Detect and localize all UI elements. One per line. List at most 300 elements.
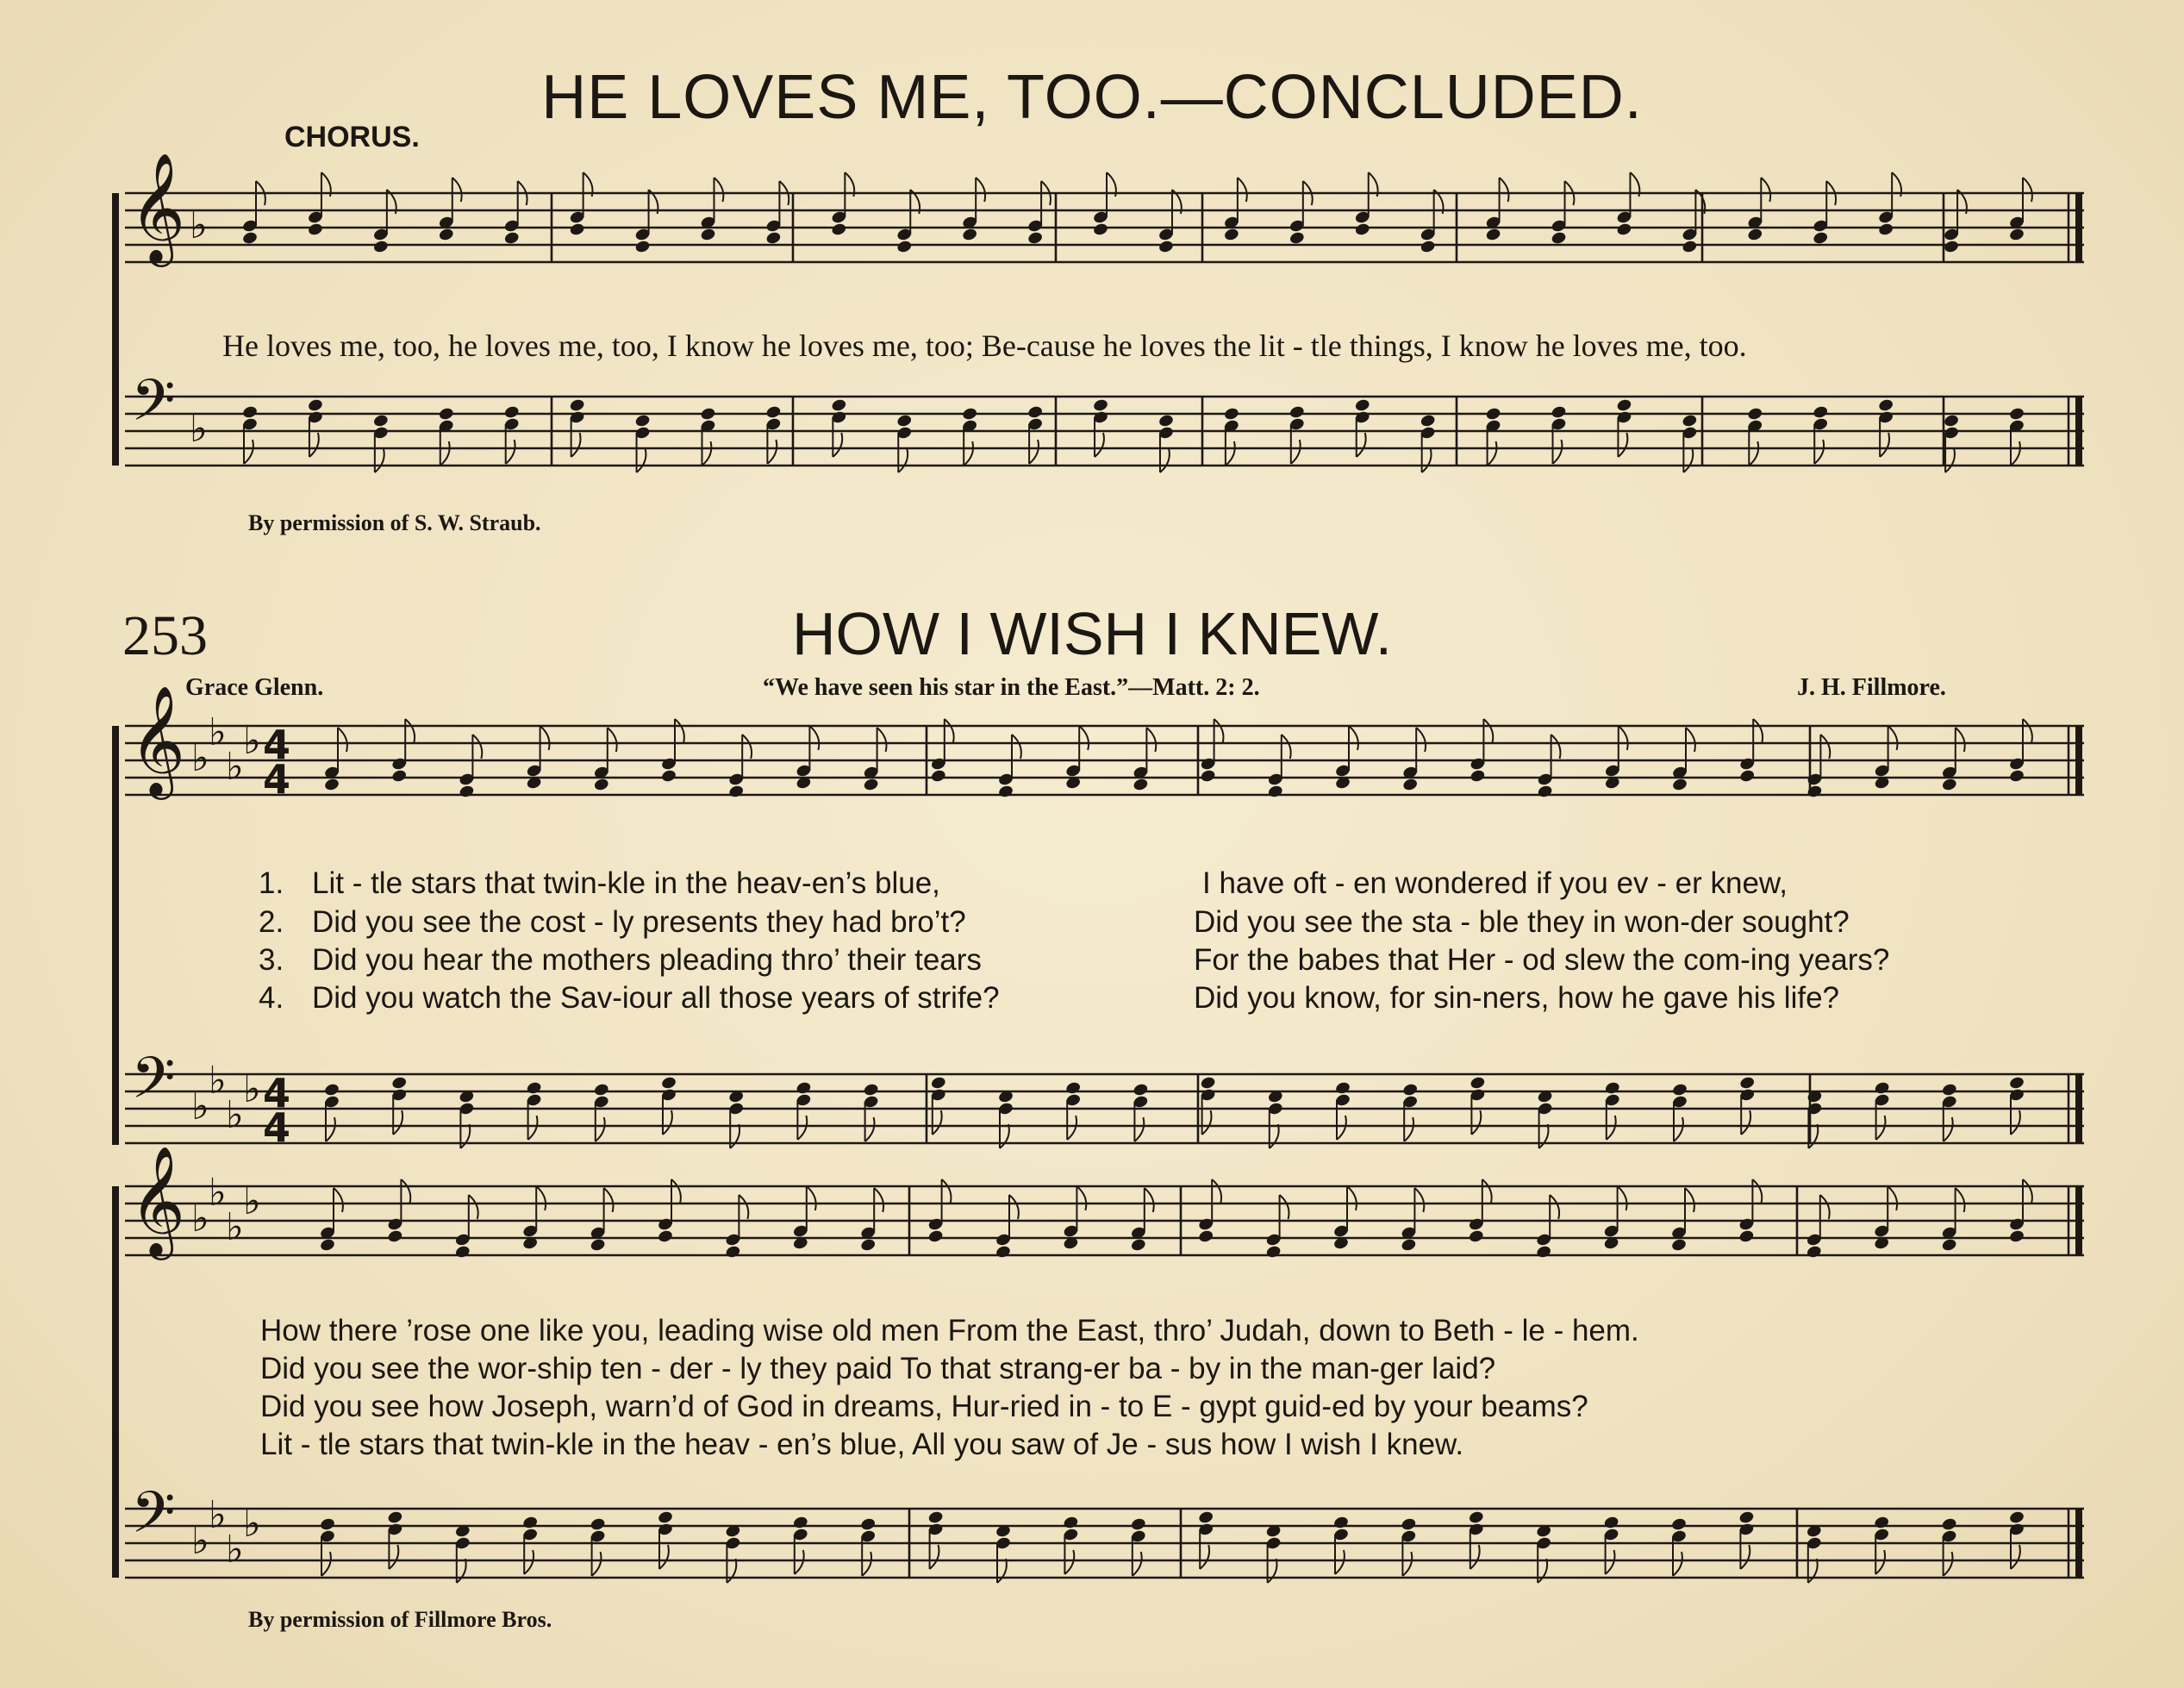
note xyxy=(1551,405,1567,420)
note-flag xyxy=(1357,433,1366,457)
note-flag xyxy=(1674,1117,1683,1141)
note-flag xyxy=(2023,719,2032,743)
note xyxy=(1401,1517,1417,1532)
verse-2-line-2: Did you see the wor-ship ten - der - ly they paid To that strang-er ba - by in the man-ger laid? xyxy=(260,1352,1496,1385)
note-flag xyxy=(1880,433,1889,457)
note-flag xyxy=(865,1117,875,1141)
final-barline xyxy=(2075,1509,2082,1578)
note-flag xyxy=(663,1110,672,1135)
note-flag xyxy=(1029,440,1039,464)
note xyxy=(1420,414,1436,428)
note-flag xyxy=(1226,441,1235,466)
final-barline xyxy=(2075,1074,2082,1143)
note xyxy=(1747,228,1763,242)
note xyxy=(1158,414,1174,428)
note xyxy=(1944,414,1960,428)
note-flag xyxy=(2011,1110,2020,1135)
verse-4-line-b: Did you know, for sin-ners, how he gave his life? xyxy=(1194,981,1839,1015)
note xyxy=(1670,1238,1687,1253)
note xyxy=(1200,1076,1216,1091)
note xyxy=(765,231,782,246)
note-flag xyxy=(1009,1195,1019,1219)
note-flag xyxy=(1956,1188,1965,1212)
note xyxy=(1092,398,1108,413)
note-flag xyxy=(460,1124,470,1148)
note-flag xyxy=(1618,1186,1627,1210)
verse-4-line-a: Did you watch the Sav-iour all those years of strife? xyxy=(312,981,1000,1015)
note xyxy=(391,1076,408,1091)
verse-2-line-a: Did you see the cost - ly presents they had bro’t? xyxy=(312,905,966,939)
lyricist-credit: Grace Glenn. xyxy=(185,674,324,701)
note xyxy=(1354,398,1370,413)
note xyxy=(241,231,258,246)
note-flag xyxy=(1808,1559,1818,1583)
verse-2-line-b: Did you see the sta - ble they in won-der sought? xyxy=(1194,905,1850,939)
note-flag xyxy=(1347,1186,1357,1210)
note-flag xyxy=(1076,1186,1086,1210)
final-barline xyxy=(2075,726,2082,795)
note xyxy=(860,1517,877,1532)
note xyxy=(503,231,520,246)
note-flag xyxy=(942,1179,952,1203)
note-flag xyxy=(1749,441,1758,466)
note xyxy=(1027,231,1044,246)
note xyxy=(1420,240,1436,254)
note-flag xyxy=(1404,1117,1413,1141)
note-flag xyxy=(730,1124,739,1148)
note xyxy=(1198,1510,1214,1525)
note-flag xyxy=(1875,1550,1885,1574)
note xyxy=(2008,407,2025,422)
note xyxy=(569,398,585,413)
note-flag xyxy=(1944,1117,1953,1141)
note-flag xyxy=(1133,1552,1142,1576)
note-flag xyxy=(1470,1545,1480,1569)
note-flag xyxy=(807,1186,816,1210)
note xyxy=(590,1517,606,1532)
note-flag xyxy=(1146,728,1156,752)
verse-1-line-b: I have oft - en wondered if you ev - er knew, xyxy=(1202,866,1788,900)
composer-credit: J. H. Fillmore. xyxy=(1797,674,1946,701)
note xyxy=(590,1238,606,1253)
flat-icon: ♭ xyxy=(191,1519,209,1563)
note-flag xyxy=(1212,1179,1221,1203)
note xyxy=(1944,240,1960,254)
final-barline xyxy=(2075,193,2082,262)
time-signature: 4 xyxy=(263,1070,291,1116)
note-flag xyxy=(592,1552,602,1576)
flat-icon: ♭ xyxy=(190,407,208,451)
note xyxy=(1289,405,1305,420)
note xyxy=(962,407,978,422)
note xyxy=(307,222,323,237)
note-flag xyxy=(862,1552,871,1576)
verse-3-line-2: Did you see how Joseph, warn’d of God in dreams, Hur-ried in - to E - gypt guid-ed by your beams? xyxy=(260,1390,1588,1423)
note-flag xyxy=(326,1117,335,1141)
flat-icon: ♭ xyxy=(243,719,261,763)
note-flag xyxy=(1753,719,1763,743)
verse-3-num: 3. xyxy=(259,943,284,977)
note-flag xyxy=(1820,735,1830,759)
note xyxy=(896,414,913,428)
note xyxy=(1738,1510,1755,1525)
note-flag xyxy=(1337,1116,1346,1140)
treble-clef-icon: 𝄞 xyxy=(129,1145,186,1255)
note-flag xyxy=(469,1195,478,1219)
note xyxy=(860,1238,877,1253)
note-flag xyxy=(1539,1124,1549,1148)
note-flag xyxy=(1686,728,1695,752)
note-flag xyxy=(727,1559,736,1583)
note xyxy=(1485,228,1501,242)
note xyxy=(1616,398,1632,413)
note-flag xyxy=(2023,178,2032,202)
verse-4-line-2: Lit - tle stars that twin-kle in the heav - en’s blue, All you saw of Je - sus how I wish I knew. xyxy=(260,1428,1464,1461)
note xyxy=(307,398,323,413)
note-flag xyxy=(2011,441,2020,466)
note-flag xyxy=(1000,1124,1009,1148)
note-flag xyxy=(1067,1116,1076,1140)
note-flag xyxy=(1483,719,1493,743)
note xyxy=(438,228,454,242)
note-flag xyxy=(1335,1550,1345,1574)
note-flag xyxy=(1416,728,1426,752)
note-flag xyxy=(1145,1188,1154,1212)
note xyxy=(634,240,651,254)
final-barline xyxy=(2075,1186,2082,1255)
note-flag xyxy=(334,1188,343,1212)
note-flag xyxy=(1280,1195,1289,1219)
note xyxy=(930,1076,946,1091)
hymn-number: 253 xyxy=(122,604,208,667)
note-flag xyxy=(528,1116,538,1140)
chorus-label: CHORUS. xyxy=(284,121,420,153)
note-flag xyxy=(321,1552,331,1576)
bass-clef-icon: 𝄢 xyxy=(131,1479,176,1560)
note xyxy=(1878,398,1894,413)
note-flag xyxy=(1238,178,1247,202)
note-flag xyxy=(675,719,684,743)
note-flag xyxy=(401,1179,410,1203)
note xyxy=(387,1510,403,1525)
note xyxy=(372,414,389,428)
note xyxy=(765,405,782,420)
note xyxy=(323,1083,340,1097)
note xyxy=(1485,407,1501,422)
note xyxy=(454,1245,471,1260)
note-flag xyxy=(1607,1116,1616,1140)
note xyxy=(927,1510,944,1525)
note-flag xyxy=(540,726,550,750)
note xyxy=(997,785,1014,799)
verse-1-num: 1. xyxy=(259,866,284,900)
note-flag xyxy=(1500,178,1509,202)
note xyxy=(593,778,609,792)
note xyxy=(1401,1238,1417,1253)
system-bracket-1 xyxy=(112,193,119,466)
hymn-title: HOW I WISH I KNEW. xyxy=(791,600,1393,667)
note xyxy=(1536,1245,1552,1260)
flat-icon: ♭ xyxy=(243,1179,261,1223)
bass-clef-icon: 𝄢 xyxy=(131,367,176,447)
system-bracket-2 xyxy=(112,726,119,1145)
system-bracket-3 xyxy=(112,1186,119,1578)
note xyxy=(634,414,651,428)
verse-1-line-a: Lit - tle stars that twin-kle in the heav-en’s blue, xyxy=(312,866,940,900)
note xyxy=(1806,1245,1822,1260)
note xyxy=(1671,778,1688,792)
note-flag xyxy=(1820,1195,1830,1219)
note-flag xyxy=(795,1550,804,1574)
note-flag xyxy=(1064,1550,1074,1574)
note xyxy=(1065,1081,1082,1096)
note-flag xyxy=(1673,1552,1682,1576)
note xyxy=(1603,1516,1619,1530)
note-flag xyxy=(1740,1545,1750,1569)
note-flag xyxy=(659,1545,669,1569)
note-flag xyxy=(797,1116,807,1140)
note-flag xyxy=(1134,1117,1144,1141)
note xyxy=(1878,222,1894,237)
note-flag xyxy=(472,735,482,759)
note xyxy=(319,1238,335,1253)
note-flag xyxy=(1618,433,1627,457)
note-flag xyxy=(1349,726,1358,750)
note xyxy=(1537,785,1553,799)
note-flag xyxy=(809,726,819,750)
note xyxy=(1941,778,1957,792)
note xyxy=(1739,1076,1756,1091)
flat-icon: ♭ xyxy=(243,1067,261,1111)
note-flag xyxy=(1551,735,1561,759)
note xyxy=(391,769,408,784)
note-flag xyxy=(1270,1124,1279,1148)
note-flag xyxy=(1095,433,1104,457)
note xyxy=(1334,1081,1351,1096)
note xyxy=(1223,407,1239,422)
note-flag xyxy=(767,440,777,464)
note-flag xyxy=(1956,728,1965,752)
note xyxy=(896,240,913,254)
note-flag xyxy=(1402,1552,1412,1576)
note-flag xyxy=(440,441,450,466)
note-flag xyxy=(877,728,887,752)
note-flag xyxy=(608,728,617,752)
note xyxy=(796,1081,812,1096)
treble-clef-icon: 𝄞 xyxy=(129,685,186,795)
note xyxy=(1402,778,1419,792)
flat-icon: ♭ xyxy=(191,736,209,780)
note xyxy=(1941,1517,1957,1532)
note xyxy=(2008,1076,2025,1091)
note-flag xyxy=(1414,1188,1424,1212)
note-flag xyxy=(1268,1559,1277,1583)
note xyxy=(387,1229,403,1244)
note xyxy=(1941,1238,1957,1253)
note xyxy=(930,769,946,784)
note-flag xyxy=(874,1188,883,1212)
note-flag xyxy=(1944,1552,1953,1576)
flat-icon: ♭ xyxy=(226,1528,244,1572)
note-flag xyxy=(1741,1110,1750,1135)
note xyxy=(1813,405,1829,420)
note xyxy=(831,222,847,237)
flat-icon: ♭ xyxy=(226,1093,244,1137)
note xyxy=(1941,1083,1957,1097)
note-flag xyxy=(1482,1179,1492,1203)
verse-4-num: 4. xyxy=(259,981,284,1015)
flat-icon: ♭ xyxy=(209,1171,227,1215)
note-flag xyxy=(1550,1195,1559,1219)
note xyxy=(1267,785,1283,799)
note xyxy=(1200,769,1216,784)
note xyxy=(728,785,745,799)
note-flag xyxy=(405,719,415,743)
note xyxy=(1223,228,1239,242)
flat-icon: ♭ xyxy=(209,1059,227,1103)
note xyxy=(1874,1516,1890,1530)
note xyxy=(1747,407,1763,422)
note-flag xyxy=(833,433,842,457)
note xyxy=(2008,228,2025,242)
note-flag xyxy=(1488,441,1497,466)
verse-2-num: 2. xyxy=(259,905,284,939)
note-flag xyxy=(933,1110,942,1135)
note xyxy=(438,407,454,422)
note xyxy=(241,405,258,420)
note-flag xyxy=(1606,1550,1615,1574)
note xyxy=(962,228,978,242)
verse-3-line-a: Did you hear the mothers pleading thro’ their tears xyxy=(312,943,982,977)
note xyxy=(569,222,585,237)
note xyxy=(1158,240,1174,254)
note-flag xyxy=(309,433,319,457)
note-flag xyxy=(1471,1110,1481,1135)
note xyxy=(1874,1081,1890,1096)
note xyxy=(657,1229,673,1244)
note-flag xyxy=(930,1545,939,1569)
note xyxy=(660,1076,677,1091)
note xyxy=(1604,1081,1620,1096)
continued-hymn-title: HE LOVES ME, TOO.—CONCLUDED. xyxy=(541,63,1643,132)
flat-icon: ♭ xyxy=(209,1493,227,1537)
note xyxy=(792,1516,808,1530)
note xyxy=(1332,1516,1349,1530)
note-flag xyxy=(714,178,723,202)
note xyxy=(657,1510,673,1525)
note-flag xyxy=(1079,726,1089,750)
note xyxy=(995,1245,1011,1260)
note xyxy=(1551,231,1567,246)
flat-icon: ♭ xyxy=(191,1197,209,1241)
note-flag xyxy=(244,440,253,464)
note xyxy=(1813,231,1829,246)
note xyxy=(1616,222,1632,237)
note-flag xyxy=(1291,440,1301,464)
note-flag xyxy=(1619,726,1628,750)
treble-clef-icon: 𝄞 xyxy=(129,152,186,262)
note xyxy=(1198,1229,1214,1244)
note-flag xyxy=(506,440,515,464)
note-flag xyxy=(1945,448,1955,472)
note xyxy=(725,1245,741,1260)
bass-clef-icon: 𝄢 xyxy=(131,1045,176,1125)
note-flag xyxy=(1752,1179,1762,1203)
note xyxy=(700,407,716,422)
note xyxy=(1739,769,1756,784)
note-flag xyxy=(1202,1110,1212,1135)
note xyxy=(1402,1083,1419,1097)
note-flag xyxy=(2023,1179,2032,1203)
flat-icon: ♭ xyxy=(226,1205,244,1249)
note xyxy=(1468,1229,1484,1244)
note-flag xyxy=(1214,719,1224,743)
note xyxy=(1133,778,1149,792)
note xyxy=(1027,405,1044,420)
note xyxy=(2008,769,2025,784)
note-flag xyxy=(452,178,462,202)
note xyxy=(1470,769,1486,784)
note xyxy=(1470,1076,1486,1091)
note-flag xyxy=(976,178,985,202)
note-flag xyxy=(1553,440,1563,464)
note xyxy=(831,398,847,413)
note-flag xyxy=(1160,448,1170,472)
note-flag xyxy=(1888,1186,1897,1210)
note xyxy=(1671,1083,1688,1097)
note-flag xyxy=(1012,735,1021,759)
note xyxy=(1738,1229,1755,1244)
note-flag xyxy=(1888,726,1898,750)
note xyxy=(1682,240,1698,254)
note-flag xyxy=(1200,1545,1209,1569)
note-flag xyxy=(338,728,347,752)
time-signature: 4 xyxy=(263,1104,291,1151)
note xyxy=(1670,1517,1687,1532)
chorus-lyric-line: He loves me, too, he loves me, too, I know he loves me, too; Be-cause he loves the lit - tle things, I know he loves me, too. xyxy=(222,328,1747,363)
note-flag xyxy=(1876,1116,1886,1140)
note-flag xyxy=(604,1188,614,1212)
note xyxy=(1133,1083,1149,1097)
note-flag xyxy=(702,441,711,466)
note xyxy=(593,1083,609,1097)
permission-note-straub: By permission of S. W. Straub. xyxy=(248,510,541,535)
note xyxy=(323,778,340,792)
flat-icon: ♭ xyxy=(243,1502,261,1546)
note-flag xyxy=(596,1117,605,1141)
verse-3-line-b: For the babes that Her - od slew the com-ing years? xyxy=(1194,943,1890,977)
note xyxy=(319,1517,335,1532)
note xyxy=(863,778,879,792)
note-flag xyxy=(945,719,954,743)
note-flag xyxy=(1538,1559,1547,1583)
note-flag xyxy=(964,441,973,466)
note xyxy=(700,228,716,242)
flat-icon: ♭ xyxy=(191,1085,209,1128)
note xyxy=(863,1083,879,1097)
note xyxy=(522,1516,539,1530)
note xyxy=(459,785,475,799)
note-flag xyxy=(389,1545,398,1569)
note-flag xyxy=(1761,178,1770,202)
note-flag xyxy=(375,448,384,472)
note-flag xyxy=(1685,1188,1694,1212)
note xyxy=(503,405,520,420)
note xyxy=(526,1081,542,1096)
note-flag xyxy=(2011,1545,2020,1569)
note xyxy=(1063,1516,1079,1530)
note xyxy=(1289,231,1305,246)
